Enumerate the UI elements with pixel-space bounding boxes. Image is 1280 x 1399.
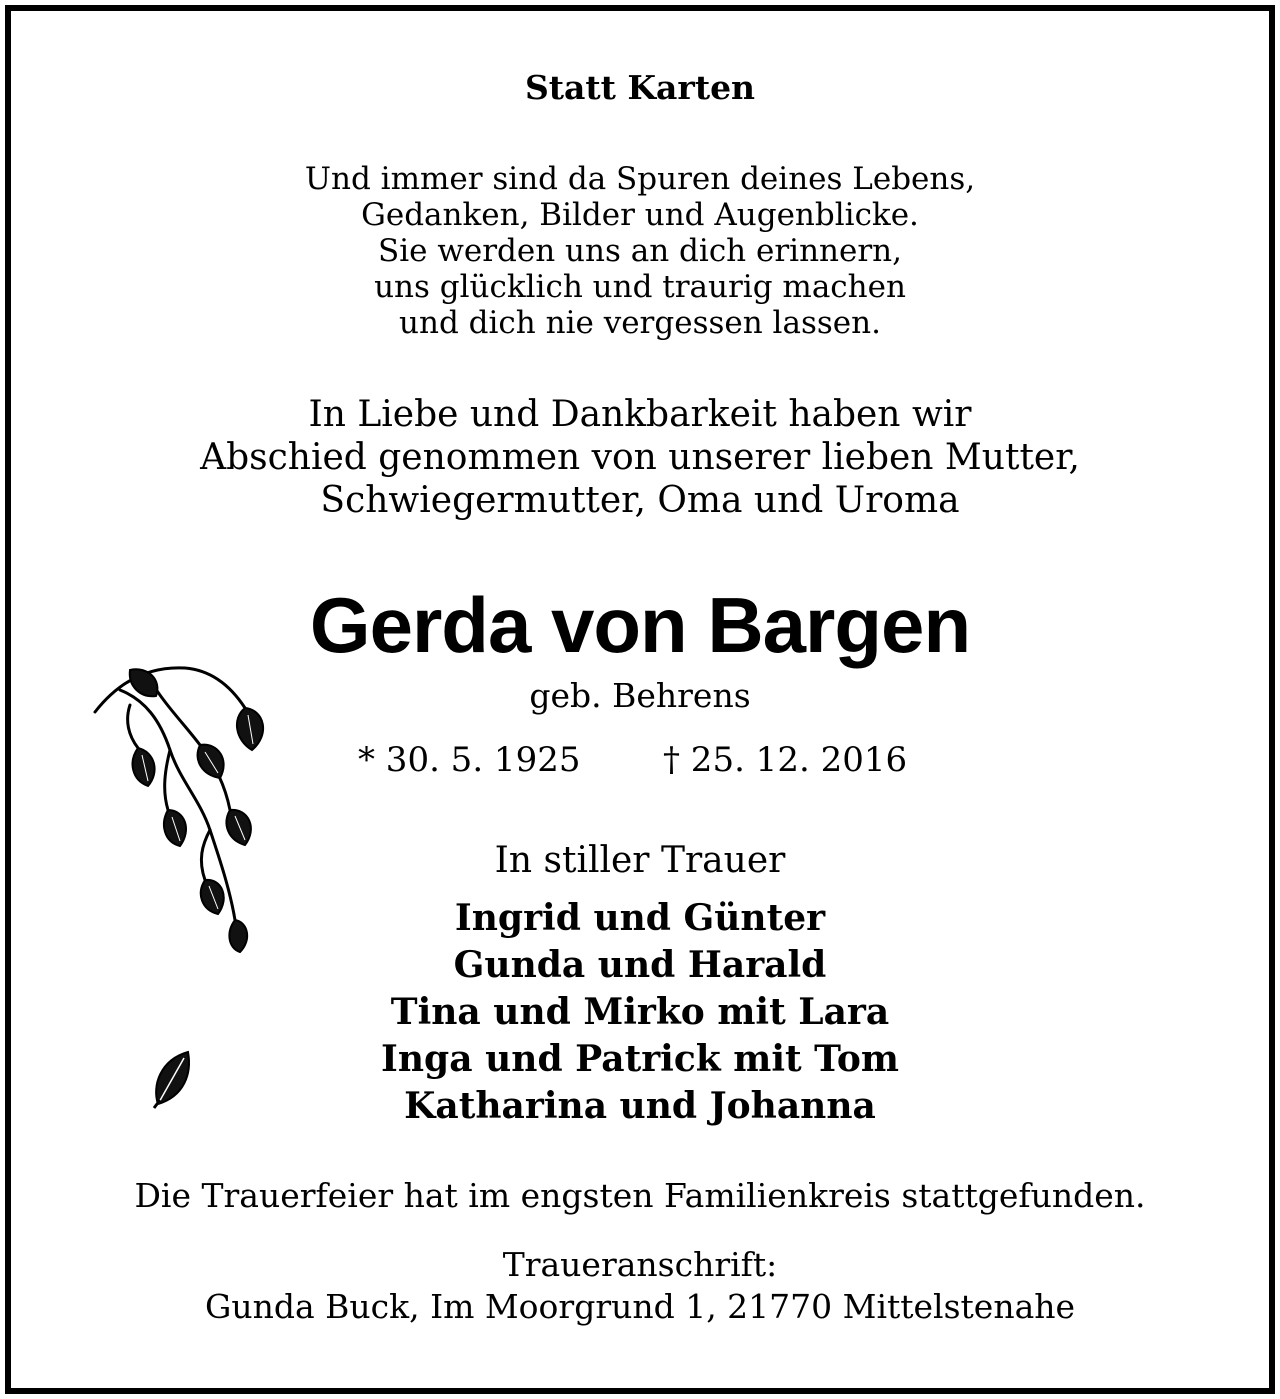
birth-date: * 30. 5. 1925 xyxy=(358,740,581,780)
intro-text xyxy=(0,393,1280,522)
intro-line: Abschied genommen von unserer lieben Mutter, xyxy=(200,437,1080,478)
mourner-line: Inga und Patrick mit Tom xyxy=(381,1038,899,1080)
poem-line: und dich nie vergessen lassen. xyxy=(399,305,881,341)
ceremony-note: Die Trauerfeier hat im engsten Familienkreis stattgefunden. xyxy=(134,1176,1146,1215)
header-title: Statt Karten xyxy=(524,68,756,107)
birch-branch-icon xyxy=(90,660,280,960)
address-label: Traueranschrift: xyxy=(502,1245,778,1284)
maiden-name: geb. Behrens xyxy=(529,676,751,715)
mourning-heading: In stiller Trauer xyxy=(494,840,786,881)
deceased-name: Gerda von Bargen xyxy=(309,581,971,669)
mourner-line: Katharina und Johanna xyxy=(404,1085,876,1127)
poem-line: Und immer sind da Spuren deines Lebens, xyxy=(304,161,976,197)
mourner-line: Gunda und Harald xyxy=(453,944,827,986)
poem-line: Gedanken, Bilder und Augenblicke. xyxy=(361,197,919,233)
mourner-line: Ingrid und Günter xyxy=(454,897,826,939)
address-value: Gunda Buck, Im Moorgrund 1, 21770 Mittelstenahe xyxy=(204,1287,1076,1326)
mourner-line: Tina und Mirko mit Lara xyxy=(390,991,890,1033)
intro-line: In Liebe und Dankbarkeit haben wir xyxy=(308,394,972,435)
mourning-address xyxy=(0,1244,1280,1328)
intro-line: Schwiegermutter, Oma und Uroma xyxy=(320,480,960,521)
poem-line: uns glücklich und traurig machen xyxy=(374,269,906,305)
poem xyxy=(0,161,1280,341)
death-date: † 25. 12. 2016 xyxy=(663,740,908,780)
leaf-icon xyxy=(148,1046,196,1110)
poem-line: Sie werden uns an dich erinnern, xyxy=(378,233,902,269)
